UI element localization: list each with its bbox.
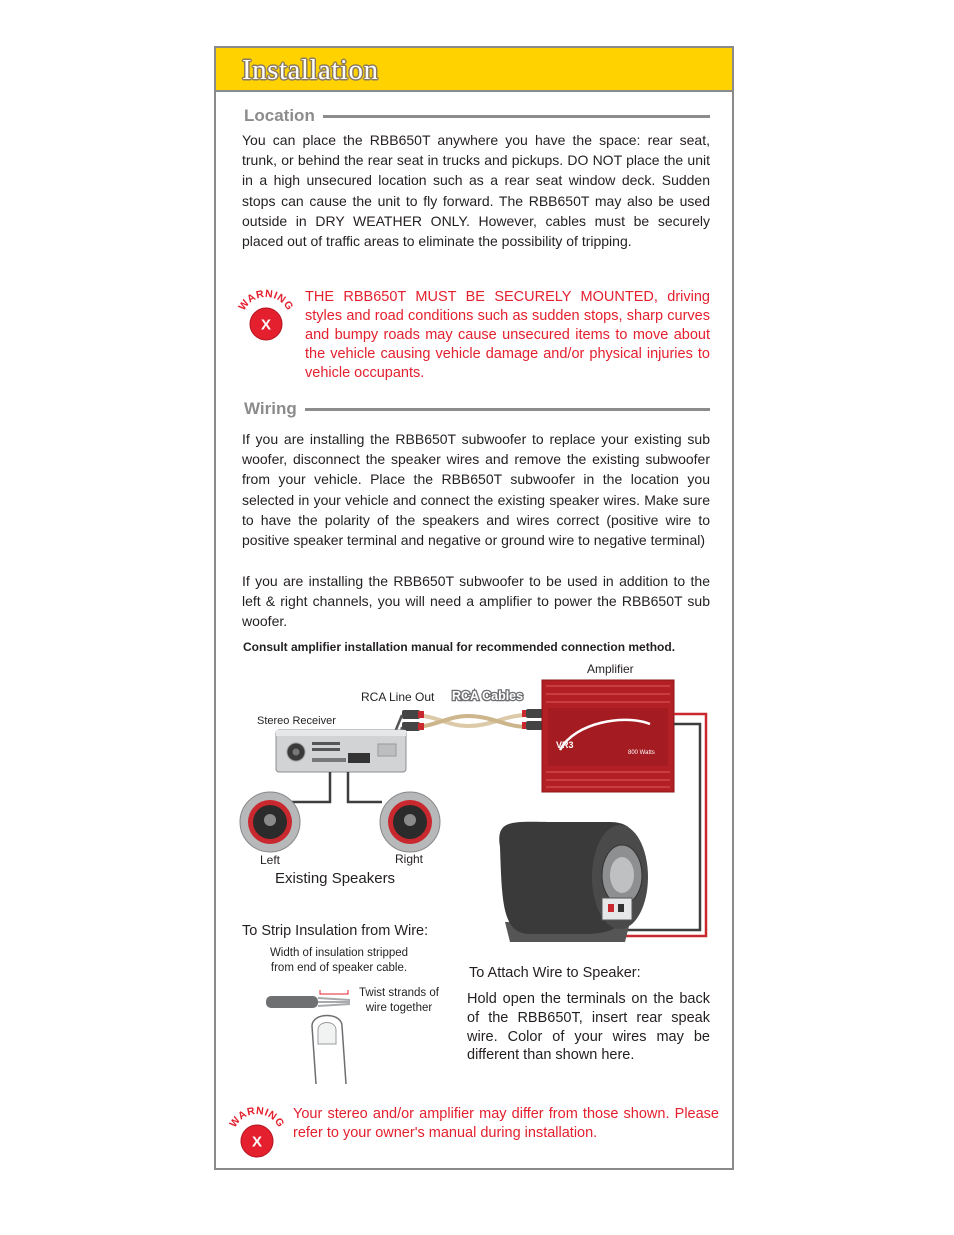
location-body: You can place the RBB650T anywhere you have the space: rear seat, trunk, or behind the rear seat in trucks and pickups. DO NOT place the unit in a high unsecured location such as a rear seat window deck. Sudden stops can cause the unit to fly forward. The RBB650T may also be used outside in DRY WEATHER ONLY. However, cables must be securely placed out of traffic areas to eliminate the possibility of tripping. (242, 132, 710, 250)
right-speaker-label: Right (395, 852, 424, 866)
strip-width-note: Width of insulation stripped from end of speaker cable. (269, 947, 409, 974)
warning-badge-icon-2 (225, 1106, 289, 1162)
rca-line-out-label: RCA Line Out (361, 690, 435, 704)
rca-plugs-right (522, 709, 544, 730)
svg-text:800 Watts: 800 Watts (628, 750, 655, 756)
wiring-body-replace: If you are installing the RBB650T subwoofer to replace your existing sub woofer, disconnect the speaker wires and remove the existing subwoofer from your vehicle. Place the RBB650T subwoofer in the location you selected in your vehicle and connect the existing speaker wires. Make sure to have the polarity of the speakers and wires correct (positive wire to positive speaker terminal and negative or ground wire to negative terminal) (242, 431, 710, 549)
wiring-rule (305, 408, 710, 411)
svg-text:X: X (260, 316, 272, 334)
strip-heading: To Strip Insulation from Wire: (242, 923, 429, 939)
svg-text:X: X (251, 1133, 263, 1151)
wiring-body-addition: If you are installing the RBB650T subwoofer to be used in addition to the left & right channels, you will need a amplifier to power the RBB650T sub woofer. (242, 573, 710, 630)
svg-text:VR3: VR3 (556, 740, 574, 750)
attach-body: Hold open the terminals on the back of the RBB650T, insert rear speak wire. Color of your wires may be different than shown here. (467, 991, 710, 1064)
location-rule (323, 115, 710, 118)
stereo-receiver-label: Stereo Receiver (257, 715, 336, 727)
wiring-heading-text: Wiring (244, 399, 297, 418)
svg-text:WARNING: WARNING (227, 1106, 287, 1130)
svg-text:RCA Cables: RCA Cables (452, 689, 524, 703)
amplifier-label: Amplifier (587, 662, 634, 676)
existing-speakers-label: Existing Speakers (275, 870, 396, 887)
page-title: Installation (242, 54, 379, 86)
rca-cables (412, 715, 528, 727)
location-heading (244, 106, 710, 126)
strip-twist-note: Twist strands of wire together (359, 987, 439, 1014)
svg-text:WARNING: WARNING (236, 289, 296, 313)
subwoofer-icon (499, 822, 648, 942)
consult-note: Consult amplifier installation manual for recommended connection method. (243, 640, 676, 654)
stereo-receiver-icon (276, 730, 406, 772)
wiring-heading (244, 399, 710, 419)
left-speaker-icon (240, 792, 300, 852)
warning-text-differ: Your stereo and/or amplifier may differ from those shown. Please refer to your owner's manual during installation. (293, 1106, 719, 1141)
wiring-diagram (230, 672, 720, 952)
wire-strip-illustration (262, 976, 362, 1088)
amplifier-icon (542, 680, 674, 792)
title-bar (216, 48, 732, 92)
attach-heading: To Attach Wire to Speaker: (469, 965, 641, 981)
location-heading-text: Location (244, 106, 315, 125)
warning-badge-icon (234, 289, 298, 345)
warning-text-mounting: THE RBB650T MUST BE SECURELY MOUNTED, driving styles and road conditions such as sudden stops, sharp curves and bumpy roads may cause unsecured items to move about the vehicle causing vehicle damage and/or physical injuries to vehicle occupants. (305, 289, 710, 381)
rca-plugs-left (402, 710, 424, 731)
left-speaker-label: Left (260, 853, 281, 867)
speaker-wires (292, 772, 382, 802)
right-speaker-icon (380, 792, 440, 852)
